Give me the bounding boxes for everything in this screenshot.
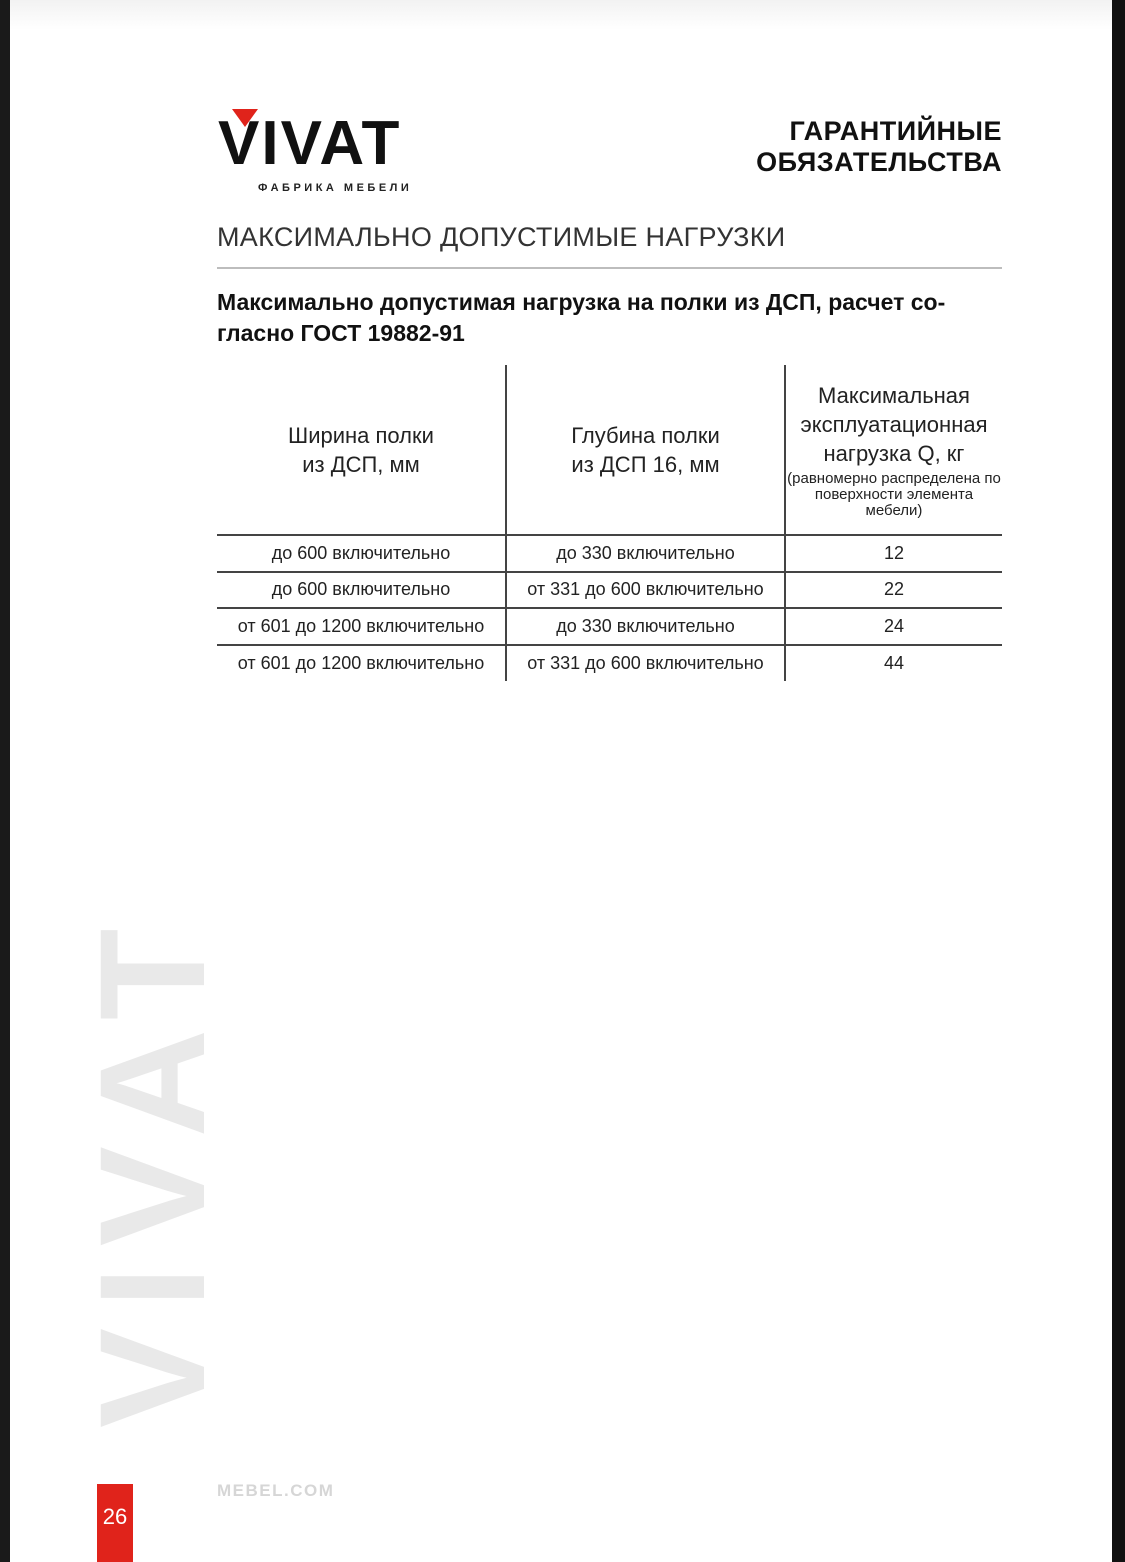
logo-wordmark: VIVAT bbox=[218, 109, 402, 178]
table-header-row bbox=[217, 365, 1002, 535]
table-row bbox=[217, 608, 1002, 645]
cell-load: 12 bbox=[785, 535, 1002, 572]
header-title-line1: ГАРАНТИЙНЫЕ bbox=[789, 116, 1002, 146]
column-header-load: Максимальная эксплуатационная нагрузка Q, кг (равномерно распределена по поверхности элемента мебели) bbox=[785, 365, 1002, 535]
page-number-badge bbox=[97, 1484, 133, 1562]
page-top-shade bbox=[10, 0, 1112, 30]
logo-red-triangle-icon bbox=[232, 109, 258, 127]
table-row bbox=[217, 535, 1002, 572]
cell-width: до 600 включительно bbox=[217, 535, 506, 572]
cell-depth: от 331 до 600 включительно bbox=[506, 572, 785, 609]
column-header-width: Ширина полки из ДСП, мм bbox=[217, 365, 506, 535]
logo-subtitle: ФАБРИКА МЕБЕЛИ bbox=[258, 182, 413, 194]
document-page bbox=[10, 0, 1112, 1562]
column-header-depth: Глубина полки из ДСП 16, мм bbox=[506, 365, 785, 535]
header-title-line2: ОБЯЗАТЕЛЬСТВА bbox=[756, 147, 1002, 177]
cell-width: до 600 включительно bbox=[217, 572, 506, 609]
cell-load: 24 bbox=[785, 608, 1002, 645]
viewer-edge bbox=[1112, 0, 1125, 1562]
cell-load: 22 bbox=[785, 572, 1002, 609]
column-note: (равномерно распределена по поверхности элемента мебели) bbox=[787, 469, 1001, 519]
cell-depth: от 331 до 600 включительно bbox=[506, 645, 785, 682]
table-row bbox=[217, 572, 1002, 609]
section-divider bbox=[217, 267, 1002, 269]
cell-width: от 601 до 1200 включительно bbox=[217, 608, 506, 645]
table-row bbox=[217, 645, 1002, 682]
footer-site: MEBEL.COM bbox=[217, 1481, 335, 1500]
cell-load: 44 bbox=[785, 645, 1002, 682]
table-heading: Максимально допустимая нагрузка на полки из ДСП, расчет со-гласно ГОСТ 19882-91 bbox=[217, 289, 946, 346]
vivat-watermark: VIVAT bbox=[68, 908, 236, 1428]
vivat-logo bbox=[218, 109, 448, 202]
section-title: МАКСИМАЛЬНО ДОПУСТИМЫЕ НАГРУЗКИ bbox=[217, 222, 786, 252]
cell-width: от 601 до 1200 включительно bbox=[237, 652, 485, 673]
page-number: 26 bbox=[102, 1504, 128, 1529]
cell-depth: до 330 включительно bbox=[506, 535, 785, 572]
page-header-title bbox=[682, 116, 1002, 178]
cell-depth: до 330 включительно bbox=[506, 608, 785, 645]
load-table bbox=[217, 365, 1002, 681]
